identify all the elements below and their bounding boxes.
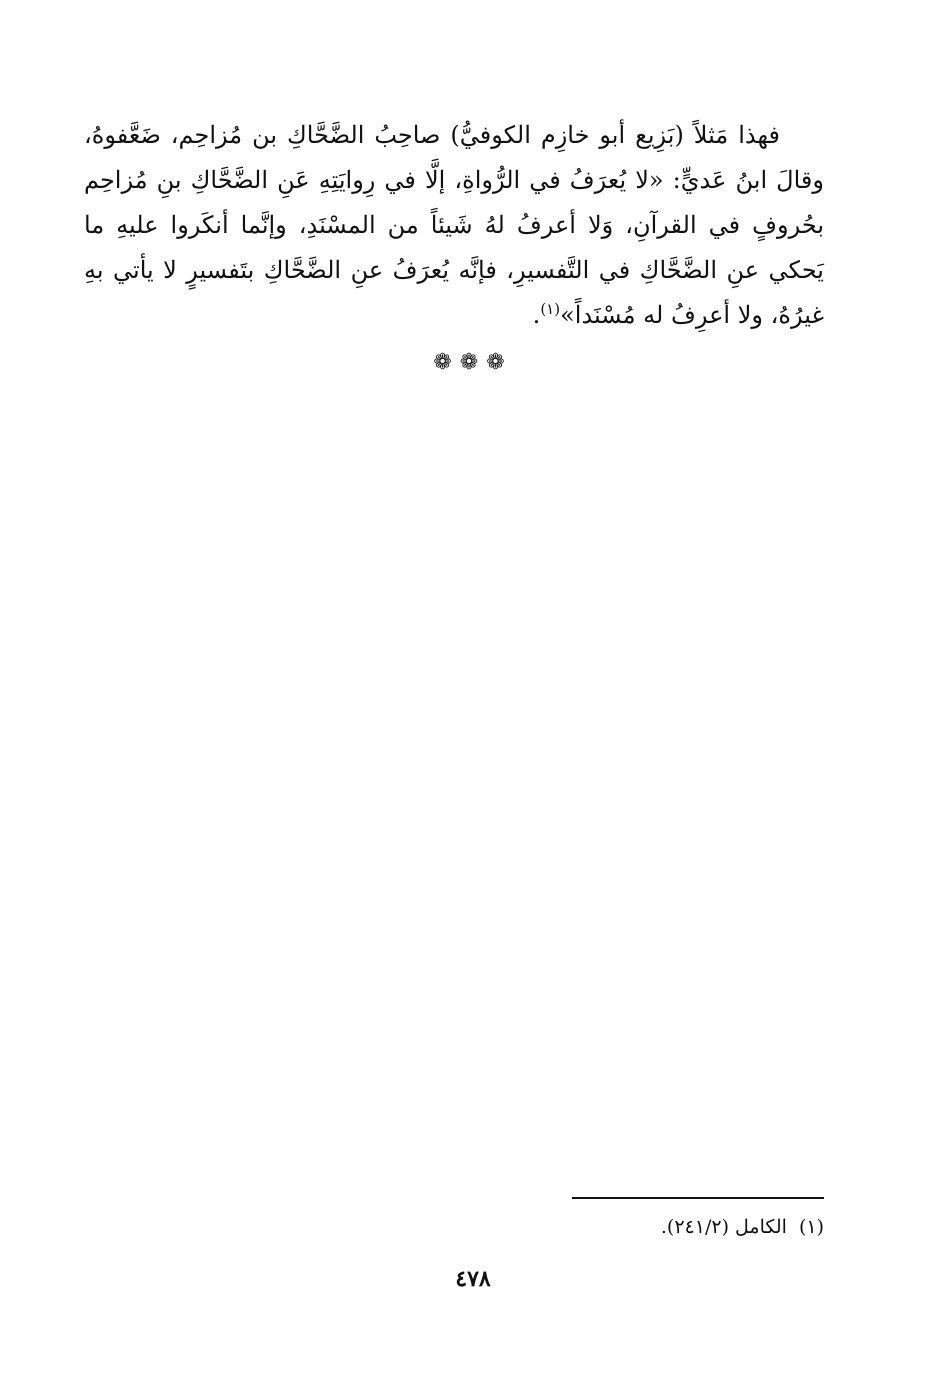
footnote-reference: (١) bbox=[540, 300, 561, 318]
paragraph-end: . bbox=[532, 301, 541, 329]
footnote-text: الكامل (٢٤١/٢). bbox=[660, 1216, 787, 1238]
section-separator-icon: ❁❁❁ bbox=[433, 350, 513, 375]
footnote-divider bbox=[572, 1197, 824, 1199]
page-number: ٤٧٨ bbox=[455, 1266, 491, 1292]
paragraph-text: فهذا مَثلاً (بَزِيع أبو خازِم الكوفيُّ) صاحِبُ الضَّحَّاكِ بن مُزاحِم، ضَعَّفوهُ، وقالَ ابنُ عَديٍّ: «لا يُعرَفُ في الرُّواةِ، إلَّا في رِوايَتِهِ عَنِ الضَّحَّاكِ بنِ مُزاحِم بحُروفٍ في القرآنِ، وَلا أعرفُ لهُ شَيئاً من المسْنَدِ، وإنَّما أنكَروا عليهِ ما يَحكي عنِ الضَّحَّاكِ في التَّفسيرِ، فإنَّه يُعرَفُ عنِ الضَّحَّاكِ بتَفسيرٍ لا يأتي بهِ غيرُهُ، ولا أعرِفُ له مُسْنَداً» bbox=[84, 121, 824, 329]
main-text-block bbox=[84, 113, 824, 338]
footnote bbox=[84, 1212, 824, 1242]
footnote-number: (١) bbox=[798, 1216, 824, 1238]
paragraph bbox=[84, 113, 824, 338]
